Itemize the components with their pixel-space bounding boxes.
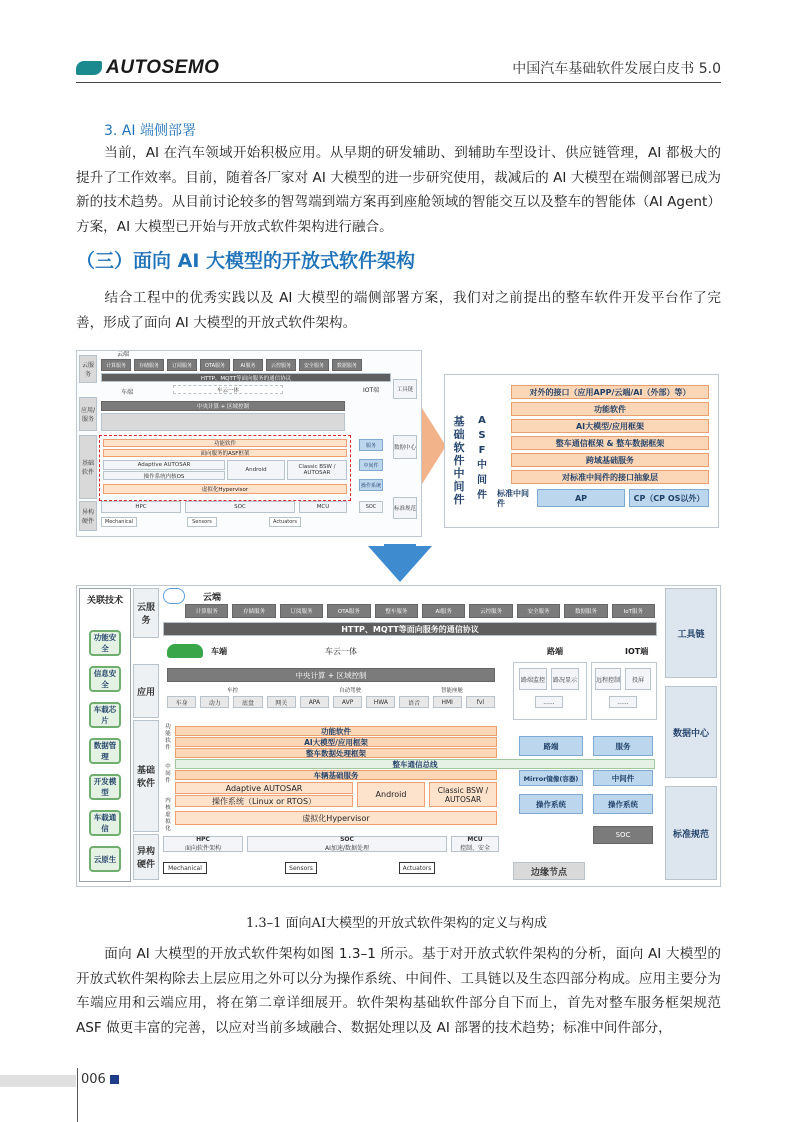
hw-sensors: Sensors (187, 517, 217, 527)
cloud-icon (163, 588, 185, 604)
app-group-label: 车控 (227, 688, 239, 694)
hw-mechanical: Mechanical (163, 862, 207, 874)
sub-label-kernel: 内核虚拟化 (165, 798, 171, 832)
header-divider (76, 82, 721, 83)
cloud-service: 数据服务 (564, 604, 607, 618)
app-item: fvl (466, 696, 495, 708)
side-label-app: 应用/服务 (79, 397, 97, 431)
cloud-service: 安全服务 (517, 604, 560, 618)
standard-box: 标准规范 (393, 497, 417, 519)
iot-label: IOT端 (625, 647, 649, 656)
main-architecture-figure (76, 585, 721, 887)
app-items-row (167, 696, 495, 708)
top-architecture-figure (76, 350, 422, 537)
cloud-service: 安全服务 (299, 359, 329, 371)
hw-hpc-sub: 面向软件架构 (184, 845, 221, 852)
side-label-hw: 异构硬件 (133, 834, 159, 880)
hw-hpc: HPC (101, 501, 181, 513)
central-compute-bar: 中央计算 + 区域控制 (167, 668, 495, 682)
edge-node: 边缘节点 (513, 862, 585, 880)
hw-mcu-label: MCU (467, 836, 483, 843)
classic-bsw: Classic BSW / AUTOSAR (429, 782, 497, 807)
closing-paragraph (76, 942, 721, 1040)
asf-letter: A (478, 415, 486, 426)
central-compute-bar: 中央计算 + 区域控制 (101, 401, 345, 411)
hw-soc-label: SOC (340, 836, 354, 843)
cloud-service: 云控服务 (266, 359, 296, 371)
asf-letter: F (478, 445, 486, 456)
cloud-service: AI服务 (233, 359, 263, 371)
comm-bus-bar: 整车通信总线 (175, 759, 655, 769)
android-box: Android (357, 782, 425, 807)
iot-item: 远程控制 (595, 668, 621, 690)
http-bar: HTTP、MQTT等面向服务的通信协议 (101, 373, 391, 382)
hw-mechanical: Mechanical (101, 517, 137, 527)
iot-item: 投屏 (625, 668, 651, 690)
http-bar: HTTP、MQTT等面向服务的通信协议 (163, 622, 657, 636)
asf-letters (475, 413, 489, 503)
android-box: Android (227, 460, 285, 480)
side-label-base: 基础软件 (133, 720, 159, 832)
cloud-services-row (101, 359, 391, 371)
right-col-os: 操作系统 (359, 479, 383, 491)
cloud-label: 云端 (117, 351, 130, 358)
side-label-app: 应用 (133, 664, 159, 718)
cloud-service: 计算服务 (101, 359, 131, 371)
app-item: 底盘 (233, 696, 262, 708)
subsection-heading: 3. AI 端侧部署 (104, 123, 196, 139)
closing-text: 面向 AI 大模型的开放式软件架构如图 1.3–1 所示。基于对开放式软件架构的分析，面向 AI 大模型的开放式软件架构除去上层应用之外可以分为操作系统、中间件、工具链以及生态四部分构成。应用主要分为车端应用和云端应用，将在第二章详细展开。软件架构基础软件部分自下而上，首先对整车服务框架规范 ASF 做更丰富的完善，以应对当前多域融合、数据处理以及 AI 部署的技术趋势；标准中间件部分， (76, 946, 721, 1036)
hw-sensors: Sensors (285, 862, 317, 874)
ai-framework-bar: AI大模型/应用框架 (175, 737, 497, 747)
road-mid: 路端 (519, 736, 583, 756)
app-item: 语音 (399, 696, 428, 708)
side-label-base: 基础软件 (79, 435, 97, 499)
road-mid: 操作系统 (519, 794, 583, 814)
app-item: 网关 (267, 696, 296, 708)
side-label-hw: 异构硬件 (79, 501, 97, 531)
cloud-service: 存储服务 (232, 604, 275, 618)
hw-soc: SOC (185, 501, 295, 513)
sub-label-func: 功能软件 (165, 724, 171, 751)
adaptive-autosar: Adaptive AUTOSAR (175, 782, 353, 794)
cloud-service: 数据服务 (332, 359, 362, 371)
hw-actuators: Actuators (269, 517, 301, 527)
vehicle-cloud-label: 车云一体 (325, 647, 357, 656)
app-group-label: 自动驾驶 (339, 688, 362, 694)
right-col-middleware: 中间件 (359, 459, 383, 471)
section-main-text: 结合工程中的优秀实践以及 AI 大模型的端侧部署方案，我们对之前提出的整车软件开发平台作了完善，形成了面向 AI 大模型的开放式软件架构。 (76, 290, 721, 331)
cloud-service: 计算服务 (185, 604, 228, 618)
right-col-service: 服务 (359, 439, 383, 451)
document-title: 中国汽车基础软件发展白皮书 5.0 (512, 61, 721, 77)
hw-mcu-sub: 控制、安全 (459, 845, 490, 852)
down-arrow-icon (368, 546, 432, 582)
section3-text: 当前，AI 在汽车领域开始积极应用。从早期的研发辅助、到辅助车型设计、供应链管理，AI 都极大的提升了工作效率。目前，随着各厂家对 AI 大模型的进一步研究使用，裁减后的 AI 大模型在端侧部署已成为新的技术趋势。从目前讨论较多的智驾端到端方案再到座舱领域的智能交互以及整车的智能体（AI Agent）方案，AI 大模型已开始与开放式软件架构进行融合。 (76, 145, 721, 235)
logo-mark-icon (76, 61, 102, 75)
asf-row: 对外的接口（应用APP/云端/AI（外部）等） (511, 385, 709, 399)
zoom-arrow-icon (422, 408, 446, 484)
section-main-paragraph (76, 286, 721, 335)
autosemo-logo (76, 57, 219, 79)
asf-row: 跨域基础服务 (511, 453, 709, 467)
cloud-service: IoT服务 (612, 604, 655, 618)
cloud-service: 云控服务 (469, 604, 512, 618)
footer-bar (0, 1075, 76, 1087)
hypervisor-bar: 虚拟化Hypervisor (103, 484, 347, 494)
app-item: HMI (433, 696, 462, 708)
asf-letter: 件 (477, 490, 487, 501)
related-tech-item: 数据管理 (89, 738, 121, 764)
cloud-service: AI服务 (422, 604, 465, 618)
section3-paragraph (76, 141, 721, 239)
related-tech-item: 云原生 (89, 846, 121, 872)
data-framework-bar: 整车数据处理框架 (175, 748, 497, 758)
related-tech-item: 开发模型 (89, 774, 121, 800)
hw-soc-sub: AI加速/数据处理 (325, 845, 369, 852)
vehicle-label: 车端 (121, 389, 134, 396)
sub-label-mid: 中间件 (165, 764, 171, 784)
asf-letter: 中 (477, 460, 487, 471)
standard-box: 标准规范 (665, 786, 717, 880)
app-item: AVP (333, 696, 362, 708)
road-mid: Mirror镜像(容器) (519, 770, 583, 786)
related-tech-item: 功能安全 (89, 630, 121, 656)
func-sw-bar: 功能软件 (103, 439, 347, 447)
road-item: 路端监控 (519, 668, 547, 690)
cloud-service: 订阅服务 (280, 604, 323, 618)
car-icon (167, 644, 203, 658)
datacenter-box: 数据中心 (665, 686, 717, 778)
cloud-label: 云端 (203, 593, 222, 603)
road-dots: ...... (535, 696, 563, 708)
cloud-service: 整车服务 (375, 604, 418, 618)
hw-hpc (163, 836, 243, 852)
os-kernel: 操作系统（Linux or RTOS） (175, 795, 353, 807)
logo-text: AUTOSEMO (106, 57, 220, 78)
side-label-cloud: 云服务 (79, 355, 97, 383)
app-item: APA (300, 696, 329, 708)
hypervisor-bar: 虚拟化Hypervisor (175, 811, 497, 825)
base-service-bar: 车辆基础服务 (175, 770, 497, 780)
asf-row: AI大模型/应用框架 (511, 419, 709, 433)
asf-bar: 面向服务的ASF框架 (103, 449, 347, 457)
toolchain-box: 工具链 (393, 379, 417, 399)
cloud-service: 存储服务 (134, 359, 164, 371)
ap-box: AP (537, 489, 625, 507)
classic-bsw: Classic BSW / AUTOSAR (287, 460, 347, 480)
section-heading: （三）面向 AI 大模型的开放式软件架构 (76, 250, 416, 272)
func-sw-bar: 功能软件 (175, 726, 497, 736)
cloud-services-row (185, 604, 655, 618)
road-label: 路端 (547, 647, 563, 656)
asf-row: 整车通信框架 & 整车数据框架 (511, 436, 709, 450)
related-tech-item: 车载芯片 (89, 702, 121, 728)
hw-hpc-label: HPC (196, 836, 210, 843)
iot-dots: ...... (609, 696, 637, 708)
page-marker-icon (110, 1075, 119, 1084)
iot-mid: 服务 (593, 736, 653, 756)
cloud-service: OTA服务 (200, 359, 230, 371)
vehicle-cloud-label: 车云一体 (173, 385, 283, 394)
related-tech-item: 车载通信 (89, 810, 121, 836)
asf-side-title: 基础软件中间件 (453, 415, 465, 506)
app-item: 车身 (167, 696, 196, 708)
hw-mcu (451, 836, 499, 852)
app-item: 动力 (200, 696, 229, 708)
footer-divider (77, 1068, 78, 1122)
cp-box: CP（CP OS以外） (629, 489, 709, 507)
iot-soc: SOC (593, 826, 653, 844)
asf-detail-figure (444, 374, 719, 528)
asf-letter: S (478, 430, 486, 441)
figure-caption: 1.3–1 面向AI大模型的开放式软件架构的定义与构成 (245, 916, 548, 931)
iot-mid: 中间件 (593, 770, 653, 786)
iot-mid: 操作系统 (593, 794, 653, 814)
related-tech-title: 关联技术 (86, 596, 123, 606)
road-item: 路况显示 (551, 668, 579, 690)
asf-row: 对标准中间件的接口抽象层 (511, 470, 709, 484)
related-tech-item: 信息安全 (89, 666, 121, 692)
os-kernel: 操作系统内核OS (103, 471, 225, 480)
toolchain-box: 工具链 (665, 588, 717, 678)
std-middleware-label: 标准中间件 (497, 489, 529, 508)
hw-mcu: MCU (299, 501, 347, 513)
hw-soc (247, 836, 447, 852)
page-number: 006 (81, 1072, 106, 1087)
datacenter-box: 数据中心 (393, 435, 417, 459)
asf-row: 功能软件 (511, 402, 709, 416)
hw-actuators: Actuators (399, 862, 435, 874)
asf-letter: 间 (477, 475, 487, 486)
app-group-label: 智能座舱 (441, 688, 464, 694)
right-col-soc: SOC (359, 501, 383, 513)
side-label-cloud-service: 云服务 (133, 588, 159, 638)
vehicle-label: 车端 (211, 647, 227, 656)
app-item: HWA (366, 696, 395, 708)
cloud-service: OTA服务 (327, 604, 370, 618)
app-items-row (101, 413, 345, 431)
iot-label: IOT端 (363, 387, 380, 394)
cloud-service: 订阅服务 (167, 359, 197, 371)
adaptive-autosar: Adaptive AUTOSAR (103, 460, 225, 470)
